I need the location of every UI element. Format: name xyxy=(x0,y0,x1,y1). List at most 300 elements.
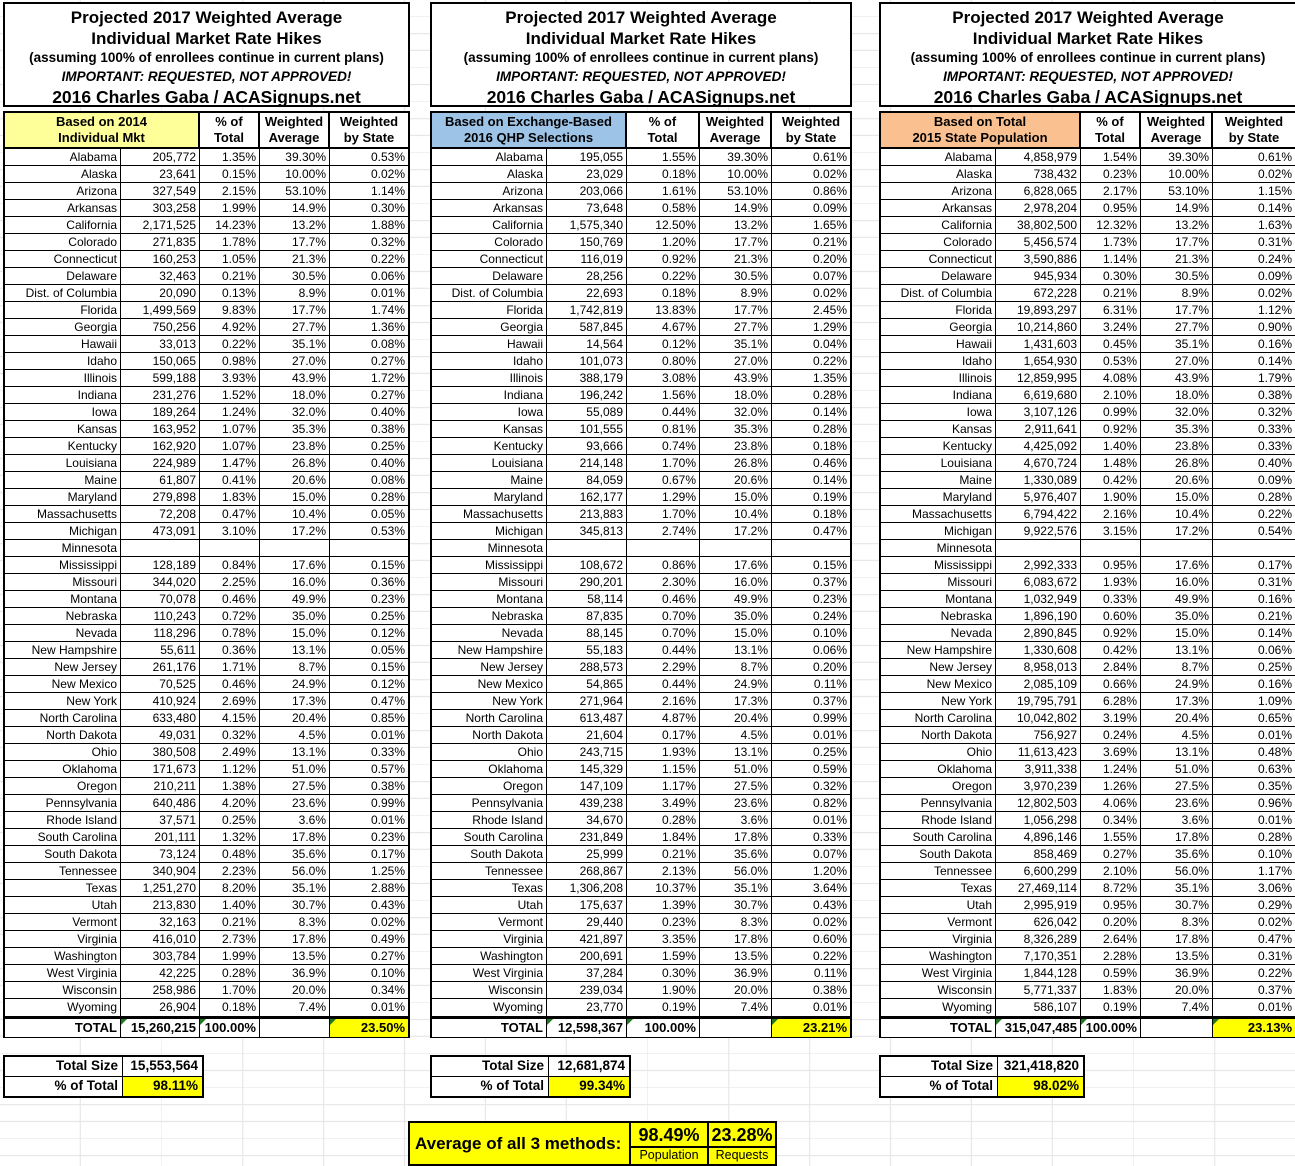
state-cell[interactable]: Arkansas xyxy=(432,200,547,217)
market-size-cell[interactable]: 195,055 xyxy=(547,149,627,166)
weighted-by-state-cell[interactable]: 0.23% xyxy=(330,829,408,846)
state-cell[interactable]: South Dakota xyxy=(881,846,996,863)
pct-of-total-cell[interactable]: 1.55% xyxy=(627,149,700,166)
weighted-average-cell[interactable]: 35.6% xyxy=(260,846,330,863)
pct-of-total-cell[interactable]: 0.67% xyxy=(627,472,700,489)
weighted-average-cell[interactable]: 13.5% xyxy=(260,948,330,965)
weighted-average-cell[interactable]: 16.0% xyxy=(260,574,330,591)
weighted-by-state-cell[interactable]: 0.01% xyxy=(1213,727,1295,744)
market-size-cell[interactable]: 6,600,299 xyxy=(996,863,1081,880)
weighted-average-cell[interactable]: 39.30% xyxy=(700,149,772,166)
pct-of-total-cell[interactable]: 1.93% xyxy=(627,744,700,761)
pct-of-total-cell[interactable]: 0.20% xyxy=(1081,914,1141,931)
total-pct-cell[interactable]: 100.00% xyxy=(200,1019,260,1037)
market-size-cell[interactable]: 33,013 xyxy=(121,336,200,353)
weighted-by-state-cell[interactable]: 0.09% xyxy=(772,200,850,217)
market-size-cell[interactable] xyxy=(996,540,1081,557)
pct-of-total-cell[interactable]: 10.37% xyxy=(627,880,700,897)
weighted-average-cell[interactable]: 14.9% xyxy=(1141,200,1213,217)
pct-of-total-cell[interactable]: 0.23% xyxy=(1081,166,1141,183)
weighted-average-cell[interactable]: 27.7% xyxy=(260,319,330,336)
market-size-cell[interactable]: 6,083,672 xyxy=(996,574,1081,591)
weighted-by-state-cell[interactable]: 1.25% xyxy=(330,863,408,880)
weighted-by-state-cell[interactable]: 0.17% xyxy=(330,846,408,863)
weighted-average-cell[interactable]: 36.9% xyxy=(1141,965,1213,982)
pct-of-total-cell[interactable]: 0.33% xyxy=(1081,591,1141,608)
state-cell[interactable]: Delaware xyxy=(432,268,547,285)
weighted-by-state-cell[interactable]: 0.16% xyxy=(1213,676,1295,693)
weighted-by-state-cell[interactable]: 0.82% xyxy=(772,795,850,812)
state-cell[interactable]: Maine xyxy=(432,472,547,489)
market-size-cell[interactable]: 380,508 xyxy=(121,744,200,761)
pct-of-total-cell[interactable]: 1.40% xyxy=(1081,438,1141,455)
weighted-average-cell[interactable]: 21.3% xyxy=(1141,251,1213,268)
market-size-cell[interactable]: 201,111 xyxy=(121,829,200,846)
pct-of-total-cell[interactable]: 0.60% xyxy=(1081,608,1141,625)
weighted-by-state-cell[interactable]: 2.45% xyxy=(772,302,850,319)
pct-of-total-cell[interactable]: 0.81% xyxy=(627,421,700,438)
state-cell[interactable]: Montana xyxy=(881,591,996,608)
state-cell[interactable]: Michigan xyxy=(881,523,996,540)
weighted-average-cell[interactable]: 18.0% xyxy=(260,387,330,404)
pct-of-total-cell[interactable]: 6.28% xyxy=(1081,693,1141,710)
weighted-by-state-cell[interactable]: 0.20% xyxy=(772,659,850,676)
state-cell[interactable]: Illinois xyxy=(5,370,121,387)
state-cell[interactable]: New Jersey xyxy=(5,659,121,676)
weighted-by-state-cell[interactable]: 0.02% xyxy=(772,166,850,183)
weighted-by-state-cell[interactable]: 0.09% xyxy=(1213,268,1295,285)
weighted-by-state-cell[interactable]: 0.01% xyxy=(772,812,850,829)
state-cell[interactable]: Dist. of Columbia xyxy=(881,285,996,302)
pct-of-total-cell[interactable]: 0.30% xyxy=(627,965,700,982)
pct-of-total-cell[interactable]: 1.47% xyxy=(200,455,260,472)
pct-of-total-cell[interactable]: 3.93% xyxy=(200,370,260,387)
weighted-average-cell[interactable]: 13.5% xyxy=(700,948,772,965)
pct-of-total-cell[interactable]: 0.22% xyxy=(627,268,700,285)
pct-of-total-cell[interactable]: 0.18% xyxy=(627,285,700,302)
weighted-average-cell[interactable]: 35.1% xyxy=(1141,880,1213,897)
state-cell[interactable]: Maryland xyxy=(5,489,121,506)
pct-of-total-cell[interactable]: 1.15% xyxy=(627,761,700,778)
market-size-cell[interactable]: 6,794,422 xyxy=(996,506,1081,523)
weighted-average-cell[interactable]: 20.4% xyxy=(1141,710,1213,727)
state-cell[interactable]: Arkansas xyxy=(5,200,121,217)
pct-of-total-cell[interactable]: 0.92% xyxy=(1081,625,1141,642)
state-cell[interactable]: Minnesota xyxy=(5,540,121,557)
weighted-by-state-cell[interactable]: 0.22% xyxy=(772,353,850,370)
market-size-cell[interactable]: 73,648 xyxy=(547,200,627,217)
weighted-average-cell[interactable]: 14.9% xyxy=(260,200,330,217)
population-average-cell[interactable] xyxy=(629,1123,707,1164)
pct-of-total-value[interactable]: 98.11% xyxy=(123,1077,202,1096)
weighted-average-cell[interactable]: 53.10% xyxy=(260,183,330,200)
market-size-cell[interactable]: 3,911,338 xyxy=(996,761,1081,778)
state-cell[interactable]: Wyoming xyxy=(5,999,121,1016)
state-cell[interactable]: West Virginia xyxy=(5,965,121,982)
state-cell[interactable]: Washington xyxy=(432,948,547,965)
market-size-cell[interactable]: 672,228 xyxy=(996,285,1081,302)
state-cell[interactable]: North Dakota xyxy=(5,727,121,744)
weighted-by-state-cell[interactable]: 0.48% xyxy=(1213,744,1295,761)
pct-of-total-cell[interactable]: 0.70% xyxy=(627,625,700,642)
pct-of-total-cell[interactable]: 1.24% xyxy=(1081,761,1141,778)
state-cell[interactable]: Kentucky xyxy=(432,438,547,455)
state-cell[interactable]: Iowa xyxy=(5,404,121,421)
weighted-average-cell[interactable]: 23.8% xyxy=(1141,438,1213,455)
market-size-cell[interactable]: 5,771,337 xyxy=(996,982,1081,999)
state-cell[interactable]: Vermont xyxy=(5,914,121,931)
pct-of-total-cell[interactable]: 0.27% xyxy=(1081,846,1141,863)
weighted-average-cell[interactable]: 10.00% xyxy=(700,166,772,183)
weighted-by-state-cell[interactable]: 0.09% xyxy=(1213,472,1295,489)
market-size-cell[interactable]: 626,042 xyxy=(996,914,1081,931)
weighted-by-state-cell[interactable]: 0.28% xyxy=(330,489,408,506)
weighted-by-state-cell[interactable]: 1.29% xyxy=(772,319,850,336)
weighted-average-cell[interactable]: 17.7% xyxy=(700,302,772,319)
weighted-average-cell[interactable]: 32.0% xyxy=(700,404,772,421)
state-cell[interactable]: Virginia xyxy=(5,931,121,948)
state-cell[interactable]: Nevada xyxy=(881,625,996,642)
pct-of-total-cell[interactable]: 0.44% xyxy=(627,642,700,659)
weighted-average-cell[interactable]: 32.0% xyxy=(1141,404,1213,421)
weighted-average-cell[interactable]: 35.0% xyxy=(1141,608,1213,625)
weighted-by-state-cell[interactable]: 3.06% xyxy=(1213,880,1295,897)
state-cell[interactable]: Oklahoma xyxy=(432,761,547,778)
weighted-by-state-cell[interactable] xyxy=(330,540,408,557)
state-cell[interactable]: Hawaii xyxy=(432,336,547,353)
weighted-average-cell[interactable]: 24.9% xyxy=(260,676,330,693)
state-cell[interactable]: Montana xyxy=(432,591,547,608)
weighted-by-state-cell[interactable]: 0.99% xyxy=(772,710,850,727)
weighted-by-state-cell[interactable]: 0.63% xyxy=(1213,761,1295,778)
weighted-by-state-cell[interactable]: 0.24% xyxy=(772,608,850,625)
weighted-average-cell[interactable]: 49.9% xyxy=(1141,591,1213,608)
market-size-cell[interactable]: 101,073 xyxy=(547,353,627,370)
market-size-cell[interactable]: 1,306,208 xyxy=(547,880,627,897)
market-size-cell[interactable]: 14,564 xyxy=(547,336,627,353)
pct-of-total-cell[interactable]: 0.44% xyxy=(627,404,700,421)
pct-of-total-cell[interactable]: 0.84% xyxy=(200,557,260,574)
state-cell[interactable]: New Mexico xyxy=(881,676,996,693)
pct-of-total-cell[interactable]: 0.13% xyxy=(200,285,260,302)
weighted-average-cell[interactable]: 17.6% xyxy=(260,557,330,574)
weighted-average-cell[interactable]: 51.0% xyxy=(700,761,772,778)
weighted-average-header[interactable] xyxy=(700,113,772,147)
state-cell[interactable]: Massachusetts xyxy=(5,506,121,523)
weighted-average-cell[interactable]: 3.6% xyxy=(1141,812,1213,829)
market-size-cell[interactable]: 27,469,114 xyxy=(996,880,1081,897)
weighted-by-state-cell[interactable]: 0.31% xyxy=(1213,574,1295,591)
pct-of-total-cell[interactable]: 1.83% xyxy=(1081,982,1141,999)
market-size-cell[interactable]: 2,085,109 xyxy=(996,676,1081,693)
state-cell[interactable]: South Dakota xyxy=(5,846,121,863)
weighted-by-state-cell[interactable]: 0.01% xyxy=(772,999,850,1016)
weighted-average-cell[interactable]: 15.0% xyxy=(1141,489,1213,506)
pct-of-total-cell[interactable]: 0.80% xyxy=(627,353,700,370)
market-size-cell[interactable]: 200,691 xyxy=(547,948,627,965)
market-size-cell[interactable]: 613,487 xyxy=(547,710,627,727)
weighted-by-state-cell[interactable]: 0.23% xyxy=(772,591,850,608)
market-size-cell[interactable]: 5,456,574 xyxy=(996,234,1081,251)
state-cell[interactable]: Hawaii xyxy=(881,336,996,353)
market-size-cell[interactable]: 101,555 xyxy=(547,421,627,438)
weighted-average-cell[interactable]: 23.6% xyxy=(700,795,772,812)
pct-of-total-cell[interactable]: 0.48% xyxy=(200,846,260,863)
weighted-by-state-cell[interactable]: 0.61% xyxy=(772,149,850,166)
weighted-average-cell[interactable]: 30.7% xyxy=(700,897,772,914)
market-size-cell[interactable]: 1,499,569 xyxy=(121,302,200,319)
total-empty-cell[interactable] xyxy=(260,1019,330,1037)
market-size-cell[interactable]: 93,666 xyxy=(547,438,627,455)
state-cell[interactable]: Iowa xyxy=(881,404,996,421)
market-size-cell[interactable]: 196,242 xyxy=(547,387,627,404)
market-size-cell[interactable]: 54,865 xyxy=(547,676,627,693)
state-cell[interactable]: Rhode Island xyxy=(5,812,121,829)
state-cell[interactable]: Nevada xyxy=(5,625,121,642)
state-cell[interactable]: West Virginia xyxy=(432,965,547,982)
market-size-cell[interactable]: 160,253 xyxy=(121,251,200,268)
market-size-cell[interactable]: 9,922,576 xyxy=(996,523,1081,540)
weighted-by-state-cell[interactable]: 0.25% xyxy=(772,744,850,761)
weighted-average-cell[interactable]: 24.9% xyxy=(1141,676,1213,693)
state-cell[interactable]: Virginia xyxy=(881,931,996,948)
state-cell[interactable]: New York xyxy=(881,693,996,710)
method-header-cell[interactable] xyxy=(432,113,627,147)
weighted-by-state-cell[interactable]: 0.14% xyxy=(1213,625,1295,642)
pct-of-total-cell[interactable]: 1.99% xyxy=(200,200,260,217)
weighted-by-state-cell[interactable]: 0.47% xyxy=(772,523,850,540)
weighted-by-state-cell[interactable]: 0.85% xyxy=(330,710,408,727)
weighted-average-cell[interactable]: 30.5% xyxy=(700,268,772,285)
weighted-by-state-cell[interactable]: 0.07% xyxy=(772,846,850,863)
pct-of-total-header[interactable] xyxy=(200,113,260,147)
market-size-cell[interactable]: 70,078 xyxy=(121,591,200,608)
market-size-cell[interactable]: 19,893,297 xyxy=(996,302,1081,319)
market-size-cell[interactable]: 421,897 xyxy=(547,931,627,948)
state-cell[interactable]: Illinois xyxy=(432,370,547,387)
market-size-cell[interactable]: 1,654,930 xyxy=(996,353,1081,370)
weighted-by-state-cell[interactable]: 0.25% xyxy=(330,438,408,455)
weighted-average-cell[interactable]: 36.9% xyxy=(260,965,330,982)
state-cell[interactable]: Nebraska xyxy=(881,608,996,625)
market-size-cell[interactable]: 29,440 xyxy=(547,914,627,931)
market-size-cell[interactable]: 1,575,340 xyxy=(547,217,627,234)
weighted-average-cell[interactable]: 49.9% xyxy=(700,591,772,608)
market-size-cell[interactable]: 108,672 xyxy=(547,557,627,574)
state-cell[interactable]: Kentucky xyxy=(5,438,121,455)
weighted-by-state-cell[interactable]: 1.79% xyxy=(1213,370,1295,387)
state-cell[interactable]: Louisiana xyxy=(432,455,547,472)
state-cell[interactable]: Massachusetts xyxy=(881,506,996,523)
weighted-average-cell[interactable]: 13.1% xyxy=(700,744,772,761)
pct-of-total-cell[interactable]: 0.98% xyxy=(200,353,260,370)
pct-of-total-cell[interactable]: 3.69% xyxy=(1081,744,1141,761)
state-cell[interactable]: North Carolina xyxy=(5,710,121,727)
weighted-average-cell[interactable]: 43.9% xyxy=(260,370,330,387)
state-cell[interactable]: Wyoming xyxy=(432,999,547,1016)
weighted-by-state-cell[interactable]: 0.06% xyxy=(1213,642,1295,659)
state-cell[interactable]: Missouri xyxy=(432,574,547,591)
state-cell[interactable]: Texas xyxy=(5,880,121,897)
state-cell[interactable]: Utah xyxy=(5,897,121,914)
weighted-by-state-cell[interactable]: 0.33% xyxy=(330,744,408,761)
state-cell[interactable]: Wisconsin xyxy=(432,982,547,999)
state-cell[interactable]: Wisconsin xyxy=(5,982,121,999)
weighted-by-state-cell[interactable]: 1.72% xyxy=(330,370,408,387)
pct-of-total-cell[interactable]: 0.46% xyxy=(200,591,260,608)
weighted-average-cell[interactable]: 24.9% xyxy=(700,676,772,693)
pct-of-total-cell[interactable]: 1.48% xyxy=(1081,455,1141,472)
pct-of-total-cell[interactable]: 1.12% xyxy=(200,761,260,778)
state-cell[interactable]: Mississippi xyxy=(5,557,121,574)
weighted-by-state-cell[interactable]: 0.47% xyxy=(330,693,408,710)
weighted-average-cell[interactable]: 20.6% xyxy=(700,472,772,489)
market-size-cell[interactable]: 70,525 xyxy=(121,676,200,693)
market-size-cell[interactable]: 4,425,092 xyxy=(996,438,1081,455)
weighted-by-state-cell[interactable]: 0.25% xyxy=(1213,659,1295,676)
weighted-average-cell[interactable]: 27.7% xyxy=(700,319,772,336)
market-size-cell[interactable]: 290,201 xyxy=(547,574,627,591)
weighted-by-state-cell[interactable]: 0.28% xyxy=(772,421,850,438)
state-cell[interactable]: Massachusetts xyxy=(432,506,547,523)
requests-average-cell[interactable] xyxy=(707,1123,775,1164)
weighted-average-cell[interactable] xyxy=(1141,540,1213,557)
total-value-cell[interactable]: 315,047,485 xyxy=(996,1019,1081,1037)
weighted-average-cell[interactable]: 23.8% xyxy=(260,438,330,455)
weighted-by-state-cell[interactable]: 0.10% xyxy=(1213,846,1295,863)
weighted-average-cell[interactable]: 27.0% xyxy=(1141,353,1213,370)
state-cell[interactable]: Nebraska xyxy=(432,608,547,625)
market-size-cell[interactable]: 214,148 xyxy=(547,455,627,472)
state-cell[interactable]: Oklahoma xyxy=(881,761,996,778)
weighted-by-state-header[interactable] xyxy=(330,113,408,147)
pct-of-total-cell[interactable]: 1.99% xyxy=(200,948,260,965)
weighted-by-state-cell[interactable]: 1.15% xyxy=(1213,183,1295,200)
pct-of-total-cell[interactable]: 2.69% xyxy=(200,693,260,710)
market-size-cell[interactable]: 243,715 xyxy=(547,744,627,761)
weighted-average-cell[interactable]: 7.4% xyxy=(700,999,772,1016)
market-size-cell[interactable]: 599,188 xyxy=(121,370,200,387)
pct-of-total-cell[interactable]: 0.53% xyxy=(1081,353,1141,370)
pct-of-total-cell[interactable]: 0.92% xyxy=(627,251,700,268)
state-cell[interactable]: New Hampshire xyxy=(881,642,996,659)
pct-of-total-cell[interactable]: 0.22% xyxy=(200,336,260,353)
market-size-cell[interactable]: 279,898 xyxy=(121,489,200,506)
weighted-by-state-cell[interactable]: 0.49% xyxy=(330,931,408,948)
weighted-by-state-cell[interactable]: 0.43% xyxy=(772,897,850,914)
market-size-cell[interactable]: 6,619,680 xyxy=(996,387,1081,404)
weighted-by-state-cell[interactable]: 0.22% xyxy=(330,251,408,268)
state-cell[interactable]: New York xyxy=(5,693,121,710)
state-cell[interactable]: Colorado xyxy=(881,234,996,251)
method-header-cell[interactable] xyxy=(5,113,200,147)
state-cell[interactable]: South Carolina xyxy=(881,829,996,846)
pct-of-total-cell[interactable]: 1.70% xyxy=(627,506,700,523)
pct-of-total-cell[interactable]: 0.24% xyxy=(1081,727,1141,744)
pct-of-total-cell[interactable]: 1.55% xyxy=(1081,829,1141,846)
market-size-cell[interactable]: 344,020 xyxy=(121,574,200,591)
pct-of-total-cell[interactable]: 0.30% xyxy=(1081,268,1141,285)
weighted-average-cell[interactable]: 35.6% xyxy=(1141,846,1213,863)
pct-of-total-cell[interactable]: 0.46% xyxy=(627,591,700,608)
market-size-cell[interactable]: 4,670,724 xyxy=(996,455,1081,472)
pct-of-total-cell[interactable]: 0.44% xyxy=(627,676,700,693)
weighted-by-state-cell[interactable]: 1.36% xyxy=(330,319,408,336)
pct-of-total-cell[interactable]: 0.28% xyxy=(200,965,260,982)
pct-of-total-cell[interactable]: 0.12% xyxy=(627,336,700,353)
weighted-average-cell[interactable]: 10.00% xyxy=(260,166,330,183)
weighted-by-state-cell[interactable]: 0.33% xyxy=(772,829,850,846)
weighted-by-state-cell[interactable]: 0.02% xyxy=(330,914,408,931)
pct-of-total-cell[interactable]: 0.34% xyxy=(1081,812,1141,829)
weighted-average-cell[interactable]: 51.0% xyxy=(260,761,330,778)
weighted-by-state-cell[interactable]: 0.08% xyxy=(330,472,408,489)
market-size-cell[interactable]: 55,611 xyxy=(121,642,200,659)
pct-of-total-cell[interactable]: 2.28% xyxy=(1081,948,1141,965)
market-size-cell[interactable]: 203,066 xyxy=(547,183,627,200)
market-size-cell[interactable]: 7,170,351 xyxy=(996,948,1081,965)
weighted-by-state-cell[interactable]: 0.05% xyxy=(330,506,408,523)
state-cell[interactable]: Vermont xyxy=(432,914,547,931)
market-size-cell[interactable]: 5,976,407 xyxy=(996,489,1081,506)
weighted-average-cell[interactable]: 13.1% xyxy=(700,642,772,659)
market-size-cell[interactable]: 28,256 xyxy=(547,268,627,285)
weighted-average-cell[interactable]: 35.1% xyxy=(700,880,772,897)
market-size-cell[interactable]: 1,896,190 xyxy=(996,608,1081,625)
weighted-by-state-cell[interactable]: 0.29% xyxy=(1213,897,1295,914)
market-size-cell[interactable]: 49,031 xyxy=(121,727,200,744)
state-cell[interactable]: New Mexico xyxy=(432,676,547,693)
weighted-average-cell[interactable]: 26.8% xyxy=(700,455,772,472)
total-value-cell[interactable]: 12,598,367 xyxy=(547,1019,627,1037)
weighted-average-cell[interactable]: 17.2% xyxy=(1141,523,1213,540)
state-cell[interactable]: Maine xyxy=(5,472,121,489)
pct-of-total-cell[interactable]: 0.59% xyxy=(1081,965,1141,982)
market-size-cell[interactable]: 2,171,525 xyxy=(121,217,200,234)
weighted-by-state-cell[interactable]: 0.59% xyxy=(772,761,850,778)
state-cell[interactable]: Ohio xyxy=(432,744,547,761)
weighted-average-cell[interactable]: 27.0% xyxy=(700,353,772,370)
state-cell[interactable]: South Carolina xyxy=(432,829,547,846)
state-cell[interactable]: Idaho xyxy=(881,353,996,370)
weighted-average-cell[interactable]: 17.8% xyxy=(700,931,772,948)
pct-of-total-cell[interactable]: 0.19% xyxy=(1081,999,1141,1016)
weighted-average-cell[interactable]: 20.4% xyxy=(260,710,330,727)
weighted-average-cell[interactable]: 17.8% xyxy=(1141,829,1213,846)
weighted-average-cell[interactable]: 35.1% xyxy=(700,336,772,353)
weighted-by-state-cell[interactable]: 0.27% xyxy=(330,387,408,404)
weighted-average-cell[interactable]: 51.0% xyxy=(1141,761,1213,778)
state-cell[interactable]: Alabama xyxy=(881,149,996,166)
market-size-cell[interactable]: 858,469 xyxy=(996,846,1081,863)
pct-of-total-cell[interactable]: 2.16% xyxy=(1081,506,1141,523)
weighted-average-cell[interactable]: 17.2% xyxy=(700,523,772,540)
market-size-cell[interactable]: 303,258 xyxy=(121,200,200,217)
weighted-by-state-cell[interactable]: 0.19% xyxy=(772,489,850,506)
weighted-by-state-cell[interactable]: 0.06% xyxy=(772,642,850,659)
state-cell[interactable]: Alaska xyxy=(432,166,547,183)
state-cell[interactable]: Louisiana xyxy=(5,455,121,472)
weighted-average-cell[interactable]: 56.0% xyxy=(700,863,772,880)
weighted-by-state-cell[interactable]: 0.60% xyxy=(772,931,850,948)
state-cell[interactable]: Michigan xyxy=(432,523,547,540)
pct-of-total-value[interactable]: 99.34% xyxy=(549,1077,629,1096)
weighted-average-cell[interactable]: 18.0% xyxy=(700,387,772,404)
weighted-by-state-cell[interactable]: 0.21% xyxy=(772,234,850,251)
market-size-cell[interactable]: 21,604 xyxy=(547,727,627,744)
pct-of-total-cell[interactable]: 8.20% xyxy=(200,880,260,897)
weighted-by-state-cell[interactable]: 3.64% xyxy=(772,880,850,897)
